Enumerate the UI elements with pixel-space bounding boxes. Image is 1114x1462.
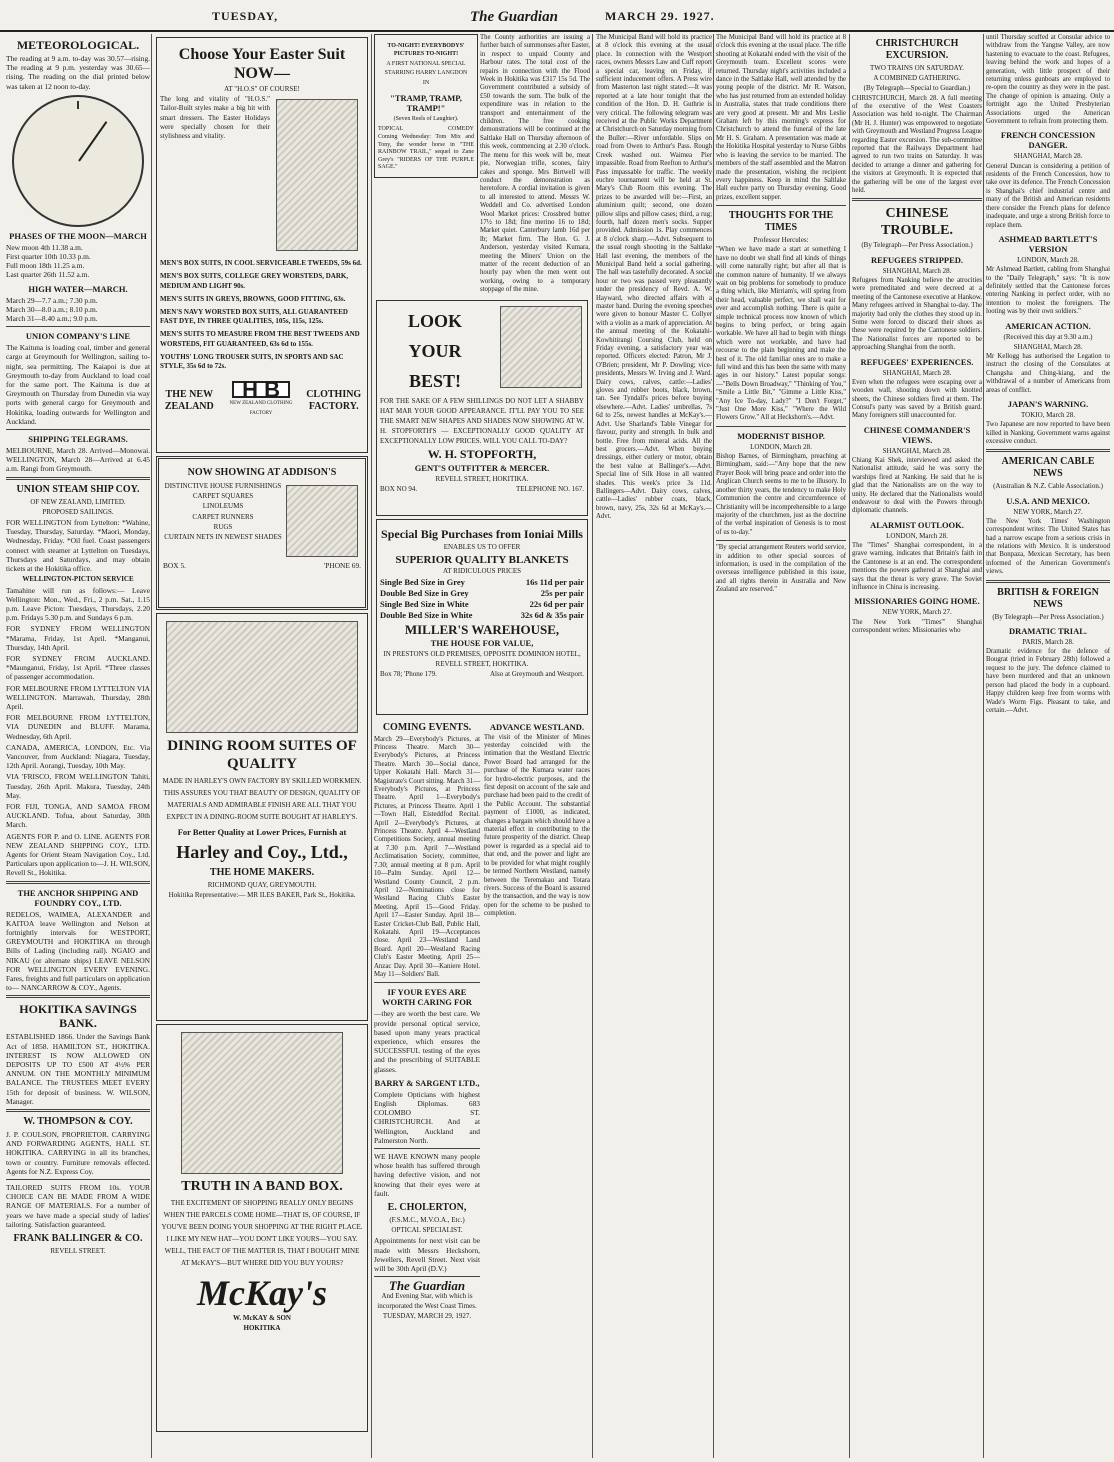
chinese-trouble-heading: CHINESE TROUBLE. [881, 206, 953, 239]
moon-phase: Full moon 18th 11.25 a.m. [6, 261, 85, 271]
american-date: SHANGHAI, March 28. [1013, 342, 1083, 351]
sailings-text: FOR WELLINGTON from Lyttelton: *Wahine, Tuesday, Thursday, Saturday. *Maori, Monday, Wednesday, Friday. *Oil fuel. Coast passengers connect with steamer at Lyttelton on Tuesdays, Thursdays and Saturdays, and may obtain tickets at the Hokitika office. [6, 518, 150, 574]
wellington-picton-heading: WELLINGTON-PICTON SERVICE [22, 575, 134, 584]
experiences-text: Even when the refugees were escaping over a wooden wall, shooting down with knotted sheets, the Chinese soldiers fired at them. The Consul's party was saved by a British guard. Many foreigners still unaccounted for. [852, 378, 982, 420]
addison-line: CARPET SQUARES [192, 492, 254, 501]
barry-text: Complete Opticians with highest English Diplomas. 683 COLOMBO ST. CHRISTCHURCH. And at Wellington, Auckland and Palmerston North. [374, 1089, 480, 1145]
pictures-in: IN [422, 80, 430, 87]
pictures-comedy: COMEDY [447, 125, 474, 132]
price-item: Single Bed Size in White [380, 599, 469, 610]
modernist-date: LONDON, March 28. [750, 442, 812, 451]
hb-right-label: CLOTHING FACTORY. [306, 388, 362, 412]
band-box-text: THE EXCITEMENT OF SHOPPING REALLY ONLY BEGINS WHEN THE PARCELS COME HOME—THAT IS, OF COURSE, IF YOU'VE BEEN DOING YOUR SHOPPING AT THE RIGHT PLACE. I LIKE MY NEW HAT—YOU DON'T LIKE YOURS—YOU SAY. WELL, THE FACT OF THE MATTER IS, THAT I BOUGHT MINE AT McKAY'S—BUT WHERE DID YOU BUY YOURS? [161, 1199, 363, 1267]
savings-bank-text: ESTABLISHED 1866. Under the Savings Bank Act of 1858. HAMILTON ST., HOKITIKA. INTEREST IS NOW ALLOWED ON DEPOSITS UP TO £500 AT 4½% PER ANNUM. ON THE MONTHLY MINIMUM BALANCE. The TRUSTEES MEET EVERY 15th for deposit of business. W. WILSON, Manager. [6, 1032, 150, 1106]
addison-line: LINOLEUMS [202, 502, 244, 511]
modernist-text: Bishop Barnes, of Birmingham, preaching at Birmingham, said:—"Any hope that the new Prayer Book will bring peace and order into the Anglican Church seems to me to be illusory. In another thirty years, the tendency to make Holy Communion the centre and circumference of Christianity will be incomprehensible to a large majority of the churchmen, just as the doctrine of the verbal inspiration of Genesis is to most of us to-day." [716, 453, 846, 536]
local-news-text: The County authorities are issuing a further batch of summonses after Easter, in respect to unpaid County and Harbour rates. The total cost of the repairs in connection with the Flood Week in Hokitika was £317 15s 5d. The Government contributed a subsidy of £50 towards the sum. The bulk of the expenditure was in relation to the transport and entertainment of the children. The free cooking demonstrations will be continued at the Saltlake Hall on Thursday afternoon of this week, commencing at 2.30 o'clock. The menu for this week will be, meat pie, Norwegian trifle, scones, fairy cakes and sponge. Mrs Birtwell will conduct the demonstration as heretofore. A cordial invitation is given to all interested to attend. Messrs W. Weddell and Co. advertised London Wool Market prices: Crossbred butter 17½ to 18d; fine merino 16 to 18d; Market quiet. Canterbury lamb 16d per lb; Market firm. The Hon. G. J. Anderson, yesterday visited Kumara, meeting the Miners' Union on the matter of the recent deduction of an hourly pay when the men went out working, owing to a temporary stoppage of the mine. [480, 34, 590, 294]
dining-text: MADE IN HARLEY'S OWN FACTORY BY SKILLED WORKMEN. THIS ASSURES YOU THAT BEAUTY OF DESIGN, QUALITY OF MATERIALS AND ADMIRABLE FINISH ARE ALL THAT YOU EXPECT IN A DINING-ROOM SUITE BOUGHT AT HARLEY'S. [162, 777, 362, 821]
addison-ad [156, 456, 368, 610]
ionia-at: AT RIDICULOUS PRICES [442, 567, 522, 575]
masthead-date: MARCH 29. 1927. [605, 9, 715, 23]
stopforth-telephone: TELEPHONE NO. 167. [515, 485, 584, 493]
wellington-picton-text: Tamahine will run as follows:— Leave Wellington: Mon., Wed., Fri., 2 p.m. Sat., 1.15 p.m. Leave Picton: Tuesdays, Thursdays, 2.20 p.m. Fridays 5.30 p.m. and Sundays 6 p.m. [6, 585, 150, 623]
mckay-logo: McKay's [197, 1273, 327, 1313]
alarmist-text: The "Times" Shanghai correspondent, in a grave warning, indicates that Britain's faith in the Cantonese is at an end. The correspondent mentions the powers gathered at Shanghai and says that the threat is very grave. The Soviet influence in China is increasing. [852, 542, 982, 592]
fiji-sailings: FOR FIJI, TONGA, AND SAMOA FROM AUCKLAND. Tofua, about Saturday, 30th March. [6, 801, 150, 830]
pictures-text: Coming Wednesday: Tom Mix and Tony, the wonder horse in "THE RAINBOW TRAIL," sequel to Zane Grey's "RIDERS OF THE PURPLE SAGE." [378, 134, 474, 171]
addison-title: NOW SHOWING AT ADDISON'S [187, 467, 337, 478]
thoughts-sub: Professor Hercules: [753, 236, 809, 245]
price-item: Single Bed Size in Grey [380, 577, 465, 588]
japan-heading: JAPAN'S WARNING. [1007, 399, 1089, 409]
miller-box: Box 78; 'Phone 179. [380, 669, 437, 678]
column-6 [852, 34, 982, 1458]
refugees-date: SHANGHAI, March 28. [882, 266, 952, 275]
usa-mexico-text: The New York Times' Washington correspondent writes: The United States has had a narrow escape from a serious crisis in the relations with Mexico. It is understood that Bonpaza, Mexican Secretary, has been informed of the American Government's views. [986, 517, 1110, 576]
stopforth-address: REVELL STREET, HOKITIKA. [435, 474, 529, 483]
modernist-heading: MODERNIST BISHOP. [737, 430, 825, 441]
union-company-heading: UNION COMPANY'S LINE [25, 331, 131, 342]
savings-bank-heading: HOKITIKA SAVINGS BANK. [19, 1002, 137, 1031]
sydney-sailings: FOR SYDNEY FROM WELLINGTON *Marama, Friday, 1st April. *Manganui, Thursday, 14th April. [6, 624, 150, 652]
union-steam-ship-heading: UNION STEAM SHIP COY. [16, 483, 140, 495]
stopforth-text: FOR THE SAKE OF A FEW SHILLINGS DO NOT LET A SHABBY HAT MAR YOUR GOOD APPEARANCE. IT'LL PAY YOU TO SEE THE SMART NEW SHAPES AND SHADES NOW SHOWING AT W. H. STOPFORTH'S — EXCEPTIONALLY GOOD QUALITY AT EXCEPTIONALLY LOW PRICES. WILL YOU CALL TO-DAY? [380, 396, 584, 445]
union-company-text: The Kaituna is loading coal, timber and general cargo at Greymouth for Wellington, sailing to-night, sea permitting. The Kaiapoi is due at Greymouth to-day from Auckland to load coal for the same port. The Kaituna is due at Greymouth on Thursday from Dunedin via way ports with general cargo for Greymouth and Hokitika, loading outwards for Wellington and Auckland. [6, 343, 150, 426]
price-row [380, 588, 584, 599]
suit-line: MEN'S SUITS IN GREYS, BROWNS, GOOD FITTING, 63s. [160, 294, 346, 303]
price-value: 25s per pair [540, 588, 584, 599]
shipping-telegrams-heading: SHIPPING TELEGRAMS. [28, 434, 128, 445]
moon-phase: Last quarter 26th 11.52 a.m. [6, 270, 90, 280]
sydney-auckland-sailings: FOR SYDNEY FROM AUCKLAND. *Maunganui, Friday, 1st April. *Three classes of passenger accommodation. [6, 653, 150, 682]
british-foreign-by: (By Telegraph—Per Press Association.) [992, 612, 1104, 621]
commander-date: SHANGHAI, March 28. [882, 446, 952, 455]
masthead-day: TUESDAY, [212, 9, 279, 23]
pictures-ad [374, 34, 478, 178]
high-water-row: March 31—8.40 a.m.; 9.0 p.m. [6, 314, 98, 324]
local-notes-text: The Municipal Band will hold its practice at 8 o'clock this evening at the usual place. The rifle shooting at Kokatahi ended with the visit of the Greymouth team. Excellent scores were returned. Thursday night's activities included a dance in the Saltlake Hall, well attended by the young people of the district. Mr R. Watson, who has just returned from an extended holiday in Australia, states that trade conditions there are very good at present. Mr and Mrs Leslie Graham left by this morning's express for Christchurch to attend the funeral of the late Mr H. S. Graham. A presentation was made at the Hokitika Hospital yesterday to Nurse Gibbs who is leaving the service to be married. The members of the staff assembled and the Matron made the presentation, wishing the recipient every happiness. Keep in mind the Saltlake Hall euchre party on Thursday evening. Good prizes, excellent supper. [716, 34, 846, 201]
suit-line: MEN'S BOX SUITS, COLLEGE GREY WORSTEDS, DARK, MEDIUM AND LIGHT 90s. [160, 272, 349, 290]
hat-drawing [500, 306, 582, 388]
american-text: Mr Kellogg has authorised the Legation to instruct the closing of the Consulates at Changsha and Ching-kiang, and the withdrawal of a number of Americans from areas of conflict. [986, 352, 1110, 394]
dramatic-trial-date: PARIS, March 28. [1022, 637, 1074, 646]
chinese-trouble-by: (By Telegraph—Per Press Association.) [861, 241, 973, 250]
bartlett-text: Mr Ashmead Bartlett, cabling from Shanghai to the "Daily Telegraph," says: "It is now definitely settled that the Cantonese forces entering Nanking in perfect order, with no intention to molest the foreigners. The looting was by their own soldiers." [986, 266, 1110, 316]
masthead-title: The Guardian [470, 9, 558, 25]
price-value: 22s 6d per pair [529, 599, 584, 610]
meteorological-heading: METEOROLOGICAL. [16, 38, 140, 52]
column-2 [154, 34, 370, 1458]
cholerton-text: Appointments for next visit can be made with Messrs Heckshorn, Jewellers, Revell Street. Next visit will be 30th April (D.V.) [374, 1236, 480, 1274]
suit-line: MEN'S NAVY WORSTED BOX SUITS, ALL GUARANTEED FAST DYE, IN THREE QUALITIES, 105s, 115s, 125s. [160, 308, 348, 326]
stopforth-name: W. H. STOPFORTH, [427, 446, 537, 461]
hb-left-label: THE NEW ZEALAND [164, 388, 214, 412]
suit-line: MEN'S BOX SUITS, IN COOL SERVICEABLE TWEEDS, 59s 6d. [160, 259, 362, 268]
ionia-enables: ENABLES US TO OFFER [443, 542, 521, 551]
suit-illustration [276, 99, 358, 251]
easter-suit-ad [156, 37, 368, 453]
excursion-sub: TWO TRAINS ON SATURDAY. [870, 64, 964, 72]
cholerton-pre: WE HAVE KNOWN many people whose health has suffered through having defective vision, and not knowing that their eyes were at fault. [374, 1152, 480, 1198]
suit-line: YOUTHS' LONG TROUSER SUITS, IN SPORTS AND SAC STYLE, 35s 6d to 72s. [160, 352, 344, 371]
price-item: Double Bed Size in Grey [380, 588, 469, 599]
coming-events-text: March 29—Everybody's Pictures, at Princess Theatre. March 30—Everybody's Pictures, at Princess Theatre. March 30—Social dance, Upper Kokatahi Hall. March 31—Magistrate's Court sitting. March 31—Everybody's Pictures, at Princess Theatre. April 1—Everybody's Pictures, at Princess Theatre. April 1—Town Hall, Eisteddfod Recital. April 2—Everybody's Pictures, at Princess Theatre. April 4—Westland Competitions Society, annual meeting at 7.30 p.m. April 7—Westland Acclimatisation Society, committee, 7.30; annual meeting at 8 p.m. April 10—Palm Sunday. April 12—Westland County Council, 2 p.m. April 12—Nominations close for Westland Racing Club's Easter Meeting. April 15—Good Friday. April 17—Easter Sunday. April 18—Easter Cricket-Club Ball, Public Hall, Kokatahi. April 19—Acceptances close. April 23—Westland Land Board. April 20—Westland Racing Club's Easter Meeting. April 25—Anzac Day. April 30—Kaniere Hotel. May 11—Soldiers' Ball. [374, 735, 480, 978]
masthead [0, 0, 1114, 32]
cholerton-sub: (F.S.M.C., M.V.O.A., Etc.) [389, 1216, 465, 1225]
guardian-sub: And Evening Star, with which is incorporated the West Coast Times. [377, 1292, 477, 1310]
harley-sub: THE HOME MAKERS. [209, 867, 315, 878]
barometer-dial [12, 95, 144, 227]
canada-sailings: CANADA, AMERICA, LONDON, Etc. Via Vancouver, from Auckland: Niagara, Tuesday, 12th April. Aorangi, Tuesday, 10th May. [6, 742, 150, 771]
harley-name: Harley and Coy., Ltd., [176, 842, 348, 862]
column-rule [371, 34, 372, 1458]
column-4 [596, 34, 712, 1458]
anchor-shipping-text: REDELOS, WAIMEA, ALEXANDER and KAITOA leave Wellington and Nelson at fortnightly intervals for WESTPORT, GREYMOUTH and HOKITIKA on through Bills of Lading (including rail). NGAIO and NIKAU (or alternate ships) LEAVE NELSON FOR WELLINGTON EVERY EVENING. Fares, freights and full particulars on application to— NANCARROW & COY., Agents. [6, 909, 150, 993]
hat-illustration [181, 1032, 343, 1174]
column-7 [986, 34, 1110, 1458]
guardian-title: The Guardian [388, 1278, 466, 1294]
best-word: BEST! [408, 370, 462, 391]
french-text: General Duncan is considering a petition of residents of the French Concession, how to take over its defence. The French Concession is Shanghai's chief industrial centre and many of the British and American residents there consider the French plans for defence inadequate, and urge a strong British force to replace them. [986, 162, 1110, 229]
miller-address: IN PRESTON'S OLD PREMISES, OPPOSITE DOMINION HOTEL, REVELL STREET, HOKITIKA. [383, 650, 581, 668]
thoughts-text: "When we have made a start at something I have no doubt we shall find all kinds of things will come naturally right; but after all that is the common nature of humanity. If we always wait on big problems for somebody to produce a thing which, like Mirriam's, will spring from their head, valuable perfect, we shall wait for ever and accomplish nothing. There is quite a simple technical process now known of which begins to bring perfect, or bring again workable. We have all had to begin with things which were not workable, and have had recourse to the plain beginning and make the best of it. The old familiar ones are to make a full wind and this has been the same with many ages in our history." Latest popular songs:—"Bells Down Broadway," "Thinking of You," "Smile a Little Bit," "Gimme a Little Kiss," "Any Ice To-day, Lady?" "I Don't Forget," "Just One More Kiss," "Where the Wild Flowers Grow." All at Heckshorn's.—Advt. [716, 246, 846, 422]
column-rule [592, 34, 593, 1458]
french-heading: FRENCH CONCESSION DANGER. [1000, 130, 1096, 151]
agents-text: AGENTS FOR P. and O. LINE. AGENTS FOR NEW ZEALAND SHIPPING COY., LTD. Agents for Orient Steam Navigation Coy., Ltd. Particulars upon application to—J. H. WILSON, Revell St., Hokitika. [6, 831, 150, 878]
harley-address: RICHMOND QUAY, GREYMOUTH. [207, 881, 317, 889]
mckay-town: HOKITIKA [243, 1324, 281, 1333]
chinese-continued-text: until Thursday scuffed at Consular advice to withdraw from the Yangtse Valley, are now hastening to evacuate to the coast. Refugees, leaving behind the work and hopes of a generation, with little prospect of their returning unless gunboats are employed to re-open the country as they were in the past. The change of opinion is amazing. Only a fortnight ago the United Presbyterian Associations urged the American Government to refrain from protecting them. [986, 34, 1110, 126]
your-word: YOUR [408, 340, 462, 361]
column-1 [6, 34, 150, 1458]
advance-westland-heading: ADVANCE WESTLAND. [489, 721, 585, 732]
local-items-text: The Municipal Band will hold its practice at 8 o'clock this evening at the usual place. In connection with the Westport races, owners Messrs Law and Cuff report a special car, leaving on Friday, if sufficient inducement offers. A Press wire from Masterton last night stated:—It was reported at a late hour tonight that the condition of the Hon. D. H. Guthrie is very critical. The following telegram was received at the Public Works Department at Christchurch on Saturday morning from the Buller:—River unfordable. Slips on road from Owen to Arthur's Pass. Rough Creek washed out. Waimea Pier impassible. Road from Reefton to Arthur's Pass impassable for traffic. The weekly euchre tournament will be held at St. Mary's Club Room this evening. The prizes to be awarded will be:—First, an aluminium quilt; second, one dozen pillow slips and pillow cases; third, a rug; fourth, half dozen men's socks. Supper provided. Admission 1s. Play commences at 8 o'clock sharp.—Advt. Subsequent to the usual rough shooting in the Saltlake Hall last evening, the members of the Municipal Band held a social gathering. The hall was tastefully decorated. A social hour or two was passed very pleasantly under the presidency of Revd. A. W. Hayward, who directed affairs with a master hand. During the evening speeches were given to honour Master C. Collyer with a violin as a mark of appreciation. At the annual meeting of the Kokatahi-Kowhitirangi Coursing Club, held on Friday evening, a satisfactory year was reported. Officers elected: Patron, Mr J. O'Brien; president, Mr P. Dowling; vice-presidents, Messrs W. Irving and J. Ward. Dairy cows, calves, cattle:—Ladies' gloves and rubber boots, black, brown, tan. See Tyndall's prices before buying elsewhere.—Advt. Ladies' umbrellas, 7s 6d to 25s, newest handles at McKay's.—Advt. Use Sharland's Table Vinegar for flavour, purity and strength. In bulk and bottle. Free from mineral acids. All the best grocers.—Advt. When buying dressings, either cutlery or motor, obtain the best value at Ballinger's.—Advt. Special line of Silk Hose in all wanted shades. This week's price 3s 11d. Ballingers—Advt. Dairy cows, calves, cattle—Ladies' rubber coats, black, brown, navy, 25s, 32s 6d at McKay's.—Advt. [596, 34, 712, 521]
anchor-shipping-heading: THE ANCHOR SHIPPING AND FOUNDRY COY., LTD. [17, 887, 139, 908]
mckay-ad [156, 1024, 368, 1432]
dramatic-trial-text: Dramatic evidence for the defence of Bougrat (tried in February 28th) followed a request to the jury. The defence claimed to have been murdered and that an unknown person had placed the body in a cupboard. Happy children keep free from worms with Wade's Worm Figs. Pleasant to take, and certain.—Advt. [986, 648, 1110, 714]
high-water-row: March 30—8.0 a.m.; 8.10 p.m. [6, 304, 98, 314]
addison-line: CURTAIN NETS IN NEWEST SHADES [164, 533, 282, 542]
pictures-title: "TRAMP, TRAMP, TRAMP!" [390, 92, 462, 113]
pictures-head: TO-NIGHT! EVERYBODYS' PICTURES TO-NIGHT! [387, 43, 465, 57]
barry-heading: BARRY & SARGENT LTD., [374, 1077, 480, 1088]
french-date: SHANGHAI, March 28. [1013, 152, 1083, 161]
high-water-heading: HIGH WATER—MARCH. [28, 283, 128, 294]
miller-title: MILLER'S WAREHOUSE, [404, 622, 560, 638]
addison-line: RUGS [213, 522, 233, 531]
stopforth-sub: GENT'S OUTFITTER & MERCER. [414, 462, 550, 473]
eyes-heading: IF YOUR EYES ARE WORTH CARING FOR [382, 987, 472, 1008]
column-rule [849, 34, 850, 1458]
usa-mexico-date: NEW YORK, March 27. [1013, 507, 1083, 516]
union-steam-ship-sub: OF NEW ZEALAND, LIMITED. [30, 497, 126, 506]
price-item: Double Bed Size in White [380, 610, 473, 621]
addison-box: BOX 5. [163, 561, 186, 570]
tailored-suits-text: TAILORED SUITS FROM 10s. YOUR CHOICE CAN BE MADE FROM A WIDE RANGE OF MATERIALS. For a number of years we have made a special study of ladies' tailoring. Satisfaction guaranteed. [6, 1183, 150, 1229]
melbourne-sailings: FOR MELBOURNE FROM LYTTELTON VIA WELLINGTON. Marrawah, Thursday, 28th April. [6, 683, 150, 711]
miller-also: Also at Greymouth and Westport. [490, 669, 584, 678]
moon-phase: First quarter 10th 10.33 p.m. [6, 252, 91, 262]
easter-suit-body: The long and vitality of "H.O.S." Tailor-Built styles make a big hit with smart dressers. The Easter Holidays were specially chosen for their stylishness and vitality. [160, 95, 270, 141]
commander-text: Chiang Kai Shek, interviewed and asked the Nationalist attitude, said he was sorry the warships fired at Nanking. He said that he is glad that the Nationalists are on the way to unity. He declared that the Nationalists would endeavour to deal with the Powers through diplomatic channels. [852, 456, 982, 515]
easter-suit-title: Choose Your Easter Suit NOW— [178, 46, 346, 82]
harley-ad [156, 613, 368, 1021]
addison-line: DISTINCTIVE HOUSE FURNISHINGS [164, 482, 282, 490]
commander-heading: CHINESE COMMANDER'S VIEWS. [863, 424, 971, 445]
experiences-date: SHANGHAI, March 28. [882, 368, 952, 377]
excursion-sub2: A COMBINED GATHERING. [873, 74, 961, 83]
reuters-notice: "By special arrangement Reuters world service, in addition to other special sources of information, is used in the compilation of the overseas intelligence published in this issue, and all rights therein in Australia and New Zealand are reserved." [716, 544, 846, 594]
column-3 [374, 34, 590, 1458]
american-note: (Received this day at 9.30 a.m.) [1003, 332, 1093, 341]
japan-text: Two Japanese are now reported to have been killed in Nanking. Government warns against excessive conduct. [986, 421, 1110, 446]
column-rule [983, 34, 984, 1458]
american-cable-heading: AMERICAN CABLE NEWS [1001, 456, 1095, 480]
alarmist-date: LONDON, March 28. [886, 531, 948, 540]
price-row [380, 610, 584, 621]
british-foreign-heading: BRITISH & FOREIGN NEWS [997, 586, 1099, 610]
alarmist-heading: ALARMIST OUTLOOK. [870, 519, 964, 530]
american-cable-by: (Australian & N.Z. Cable Association.) [993, 482, 1103, 491]
thompson-text: J. P. COULSON, PROPRIETOR. CARRYING AND FORWARDING AGENTS, HALL ST. HOKITIKA. CARRYING in all its branches, town or country. Furniture removals effected. Agents for N.Z. Express Coy. [6, 1130, 150, 1176]
suit-line: MEN'S SUITS TO MEASURE FROM THE BEST TWEEDS AND WORSTEDS, FIT GUARANTEED, 63s 6d to 155s. [160, 330, 360, 348]
thoughts-heading: THOUGHTS FOR THE TIMES [728, 210, 834, 234]
cholerton-heading: E. CHOLERTON, [387, 1202, 467, 1214]
dramatic-trial-heading: DRAMATIC TRIAL. [1008, 625, 1088, 636]
look-word: LOOK [407, 310, 462, 331]
bartlett-date: LONDON, March 28. [1017, 255, 1079, 264]
cholerton-sub2: OPTICAL SPECIALIST. [391, 1226, 463, 1235]
melbourne-dunedin-sailings: FOR MELBOURNE FROM LYTTELTON, VIA DUNEDIN and BLUFF. Marama, Wednesday, 6th April. [6, 713, 150, 741]
ballinger-address: REVELL STREET. [50, 1247, 106, 1256]
guardian-date: TUESDAY, MARCH 29, 1927. [382, 1311, 472, 1320]
dining-room-illustration [166, 621, 358, 733]
miller-ad [376, 519, 588, 715]
price-value: 32s 6d & 35s pair [520, 610, 584, 621]
meteorological-text: The reading at 9 a.m. to-day was 30.57—rising. The reading at 9 p.m. yesterday was 30.65—rising. The reading on the dial printed below was taken at 12 noon to-day. [6, 54, 150, 91]
shipping-telegrams-text: MELBOURNE, March 28. Arrived—Monowai. WELLINGTON, March 28—Arrived at 6.45 a.m. Rangi from Greymouth. [6, 446, 150, 474]
refugees-heading: REFUGEES STRIPPED. [870, 254, 964, 265]
hb-logo: H B [232, 381, 290, 398]
pictures-topical: TOPICAL [378, 125, 404, 132]
column-5 [716, 34, 846, 1458]
excursion-by: (By Telegraph—Special to Guardian.) [863, 84, 971, 93]
usa-mexico-heading: U.S.A. AND MEXICO. [1006, 495, 1090, 506]
pictures-sub2: (Seven Reels of Laughter). [393, 115, 459, 122]
band-box-title: TRUTH IN A BAND BOX. [181, 1179, 343, 1194]
harley-representative: Hokitika Representative:— MR ILES BAKER, Park St., Hokitika. [168, 891, 356, 900]
harley-lead: For Better Quality at Lower Prices, Furnish at [177, 827, 347, 837]
eyes-text: —they are worth the best care. We provide personal optical service, based upon many years practical experience, which ensures the SUCCESSFUL testing of the eyes and the prescribing of SUITABLE glasses. [374, 1009, 480, 1074]
stopforth-box: BOX NO 94. [380, 485, 418, 493]
experiences-heading: REFUGEES' EXPERIENCES. [860, 356, 974, 367]
hos-tagline: AT "H.O.S" OF COURSE! [224, 85, 300, 93]
barometer-needle [78, 121, 107, 161]
advance-westland-text: The visit of the Minister of Mines yesterday coincided with the intimation that the Westland Electric Power Board had arranged for the purchase of the Kumara water races for hydro-electric purposes, and the first deposit on account of the sale and purchase had been paid to the credit of the Public Account. The substantial payment of £1000, as indicated, changes a bargain which should have a material effect in contributing to the future prosperity of the district. Cheap power is regarded as a special aid to that end, and the power and light are to be provided for what might roughly be termed Northern Westland, namely between the Teremakau and Totara rivers. Success of the Board is assured by the transaction, and the way is now open for the scheme to be pushed to completion. [484, 733, 590, 918]
ionia-title: Special Big Purchases from Ioniai Mills [381, 526, 583, 541]
missionaries-heading: MISSIONARIES GOING HOME. [854, 596, 980, 607]
hb-logo-sub: NEW ZEALAND CLOTHING FACTORY [229, 401, 293, 416]
frisco-sailings: VIA 'FRISCO, FROM WELLINGTON Tahiti, Tuesday, 26th April. Makura, Tuesday, 24th May. [6, 772, 150, 800]
japan-date: TOKIO, March 28. [1021, 411, 1075, 419]
high-water-row: March 29—7.7 a.m.; 7.30 p.m. [6, 295, 98, 305]
moon-heading: PHASES OF THE MOON—MARCH [9, 230, 147, 241]
stopforth-ad [376, 300, 588, 516]
proposed-sailings: PROPOSED SAILINGS. [42, 507, 114, 516]
column-rule [713, 34, 714, 1458]
moon-phase: New moon 4th 11.38 a.m. [6, 242, 83, 252]
missionaries-date: NEW YORK, March 27. [882, 608, 952, 617]
addison-line: CARPET RUNNERS [192, 512, 254, 521]
excursion-text: CHRISTCHURCH, March 28. A full meeting of the executive of the West Coasters Association was held to-night. The Chairman (Mr H. J. Hunter) was empowered to negotiate with Greymouth and Westland Progress League regarding Easter excursion. The sub-committee reported that the Railways Department had agreed to run two trains on Saturday. It was decided to arrange a dinner and gathering for the visitors at Greymouth. It is expected that the gathering will be one of the largest ever held. [852, 94, 982, 195]
price-value: 16s 11d per pair [525, 577, 584, 588]
furnishing-illustration [286, 485, 358, 557]
ballinger-heading: FRANK BALLINGER & CO. [13, 1233, 143, 1245]
coming-events-heading: COMING EVENTS. [382, 721, 472, 733]
miller-sub: THE HOUSE FOR VALUE, [430, 638, 534, 649]
column-rule [151, 34, 152, 1458]
dining-title: DINING ROOM SUITES OF QUALITY [167, 738, 357, 772]
price-row [380, 577, 584, 588]
american-heading: AMERICAN ACTION. [1005, 320, 1091, 331]
thompson-heading: W. THOMPSON & COY. [23, 1116, 133, 1128]
missionaries-text: The New York "Times'" Shanghai correspondent writes: Missionaries who [852, 618, 982, 635]
pictures-sub: A FIRST NATIONAL SPECIAL STARRING HARRY LANGDON [384, 61, 468, 77]
refugees-text: Refugees from Nanking believe the atrocities were premeditated and were decreed at a meeting of the Cantonese executive at Hankow. Many refugees arrived in Shanghai to-day. The majority had only the clothes they stood up in. Some were forced to discard their shoes as these were required by the Cantonese soldiers. The Nationalist forces are reported to be approaching Shanghai from the north. [852, 276, 982, 352]
mckay-sub: W. McKAY & SON [233, 1314, 291, 1322]
dial-tick [77, 101, 79, 109]
price-row [380, 599, 584, 610]
ionia-main: SUPERIOR QUALITY BLANKETS [395, 553, 569, 566]
excursion-heading: CHRISTCHURCH EXCURSION. [875, 38, 959, 61]
addison-phone: 'PHONE 69. [323, 561, 361, 570]
bartlett-heading: ASHMEAD BARTLETT'S VERSION [998, 233, 1098, 254]
